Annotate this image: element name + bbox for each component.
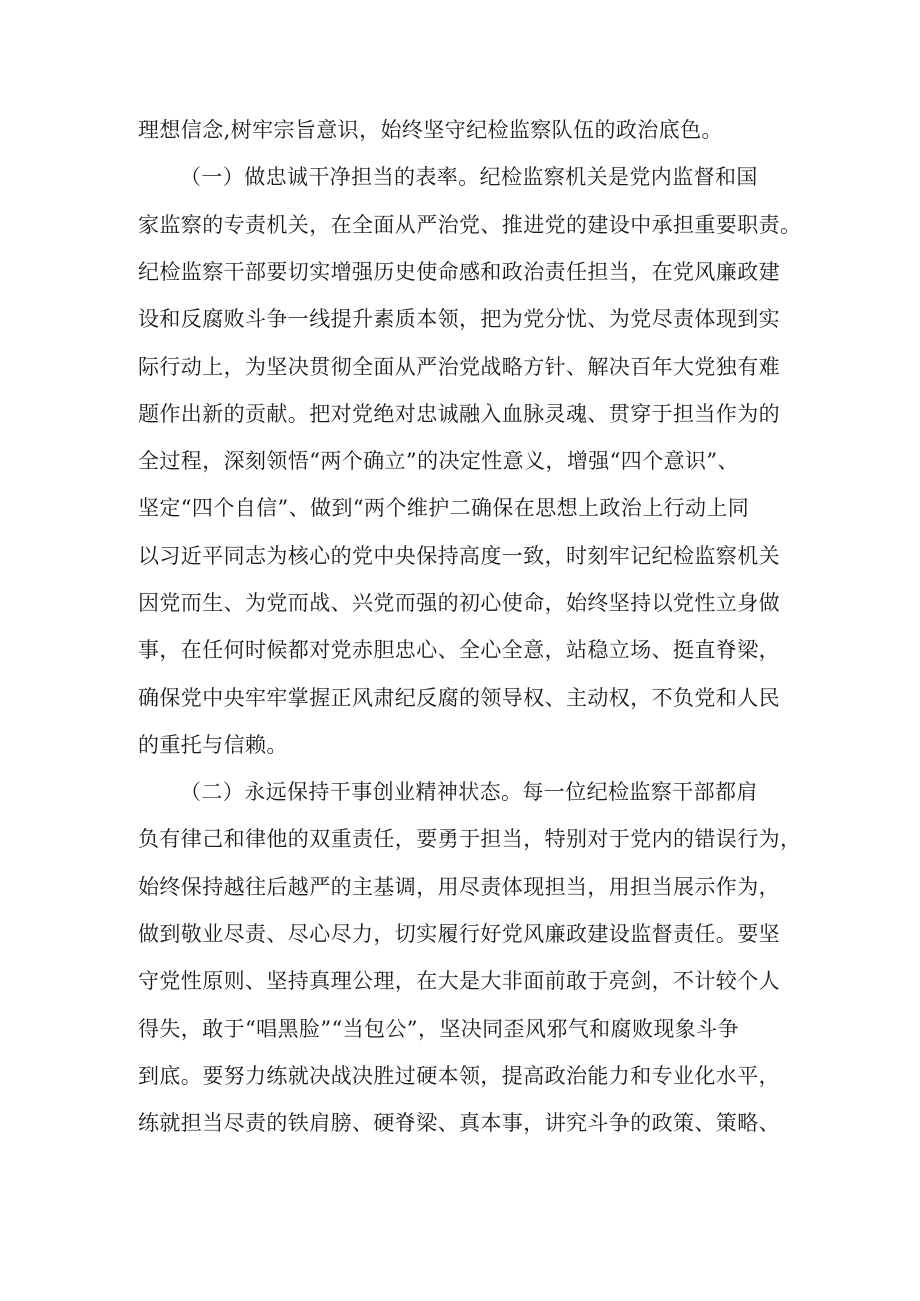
text-line: 全过程，深刻领悟“两个确立”的决定性意义，增强“四个意识”、 [138,449,739,473]
text-line: 题作出新的贡献。把对党绝对忠诚融入血脉灵魂、贯穿于担当作为的 [138,402,780,426]
text-line: 确保党中央牢牢掌握正风肃纪反腐的领导权、主动权，不负党和人民 [138,686,780,710]
section-one-heading-line: （一）做忠诚干净担当的表率。纪检监察机关是党内监督和国 [180,165,758,189]
text-line: 家监察的专责机关，在全面从严治党、推进党的建设中承担重要职责。 [138,213,802,237]
text-line: 负有律己和律他的双重责任，要勇于担当，特别对于党内的错误行为， [138,827,802,851]
text-line: 事，在任何时候都对党赤胆忠心、全心全意，站稳立场、挺直脊梁， [138,638,780,662]
text-line: 设和反腐败斗争一线提升素质本领，把为党分忧、为党尽责体现到实 [138,307,780,331]
text-line: 的重托与信赖。 [138,733,288,757]
text-line: 坚定“四个自信”、做到“两个维护二确保在思想上政治上行动上同 [138,496,750,520]
text-line: 理想信念,树牢宗旨意识，始终坚守纪检监察队伍的政治底色。 [138,118,723,142]
text-line: 因党而生、为党而战、兴党而强的初心使命，始终坚持以党性立身做 [138,591,780,615]
text-line: 得失，敢于“唱黑脸”“当包公”，坚决同歪风邪气和腐败现象斗争 [138,1017,739,1041]
text-line: 守党性原则、坚持真理公理，在大是大非面前敢于亮剑，不计较个人 [138,969,780,993]
text-line: 到底。要努力练就决战决胜过硬本领，提高政治能力和专业化水平， [138,1064,780,1088]
text-line: 做到敬业尽责、尽心尽力，切实履行好党风廉政建设监督责任。要坚 [138,922,780,946]
text-line: 际行动上，为坚决贯彻全面从严治党战略方针、解决百年大党独有难 [138,355,780,379]
section-two-heading-line: （二）永远保持干事创业精神状态。每一位纪检监察干部都肩 [180,780,758,804]
text-line: 练就担当尽责的铁肩膀、硬脊梁、真本事，讲究斗争的政策、策略、 [138,1111,780,1135]
text-line: 以习近平同志为核心的党中央保持高度一致，时刻牢记纪检监察机关 [138,544,780,568]
text-line: 始终保持越往后越严的主基调，用尽责体现担当，用担当展示作为， [138,875,780,899]
text-line: 纪检监察干部要切实增强历史使命感和政治责任担当，在党风廉政建 [138,260,780,284]
